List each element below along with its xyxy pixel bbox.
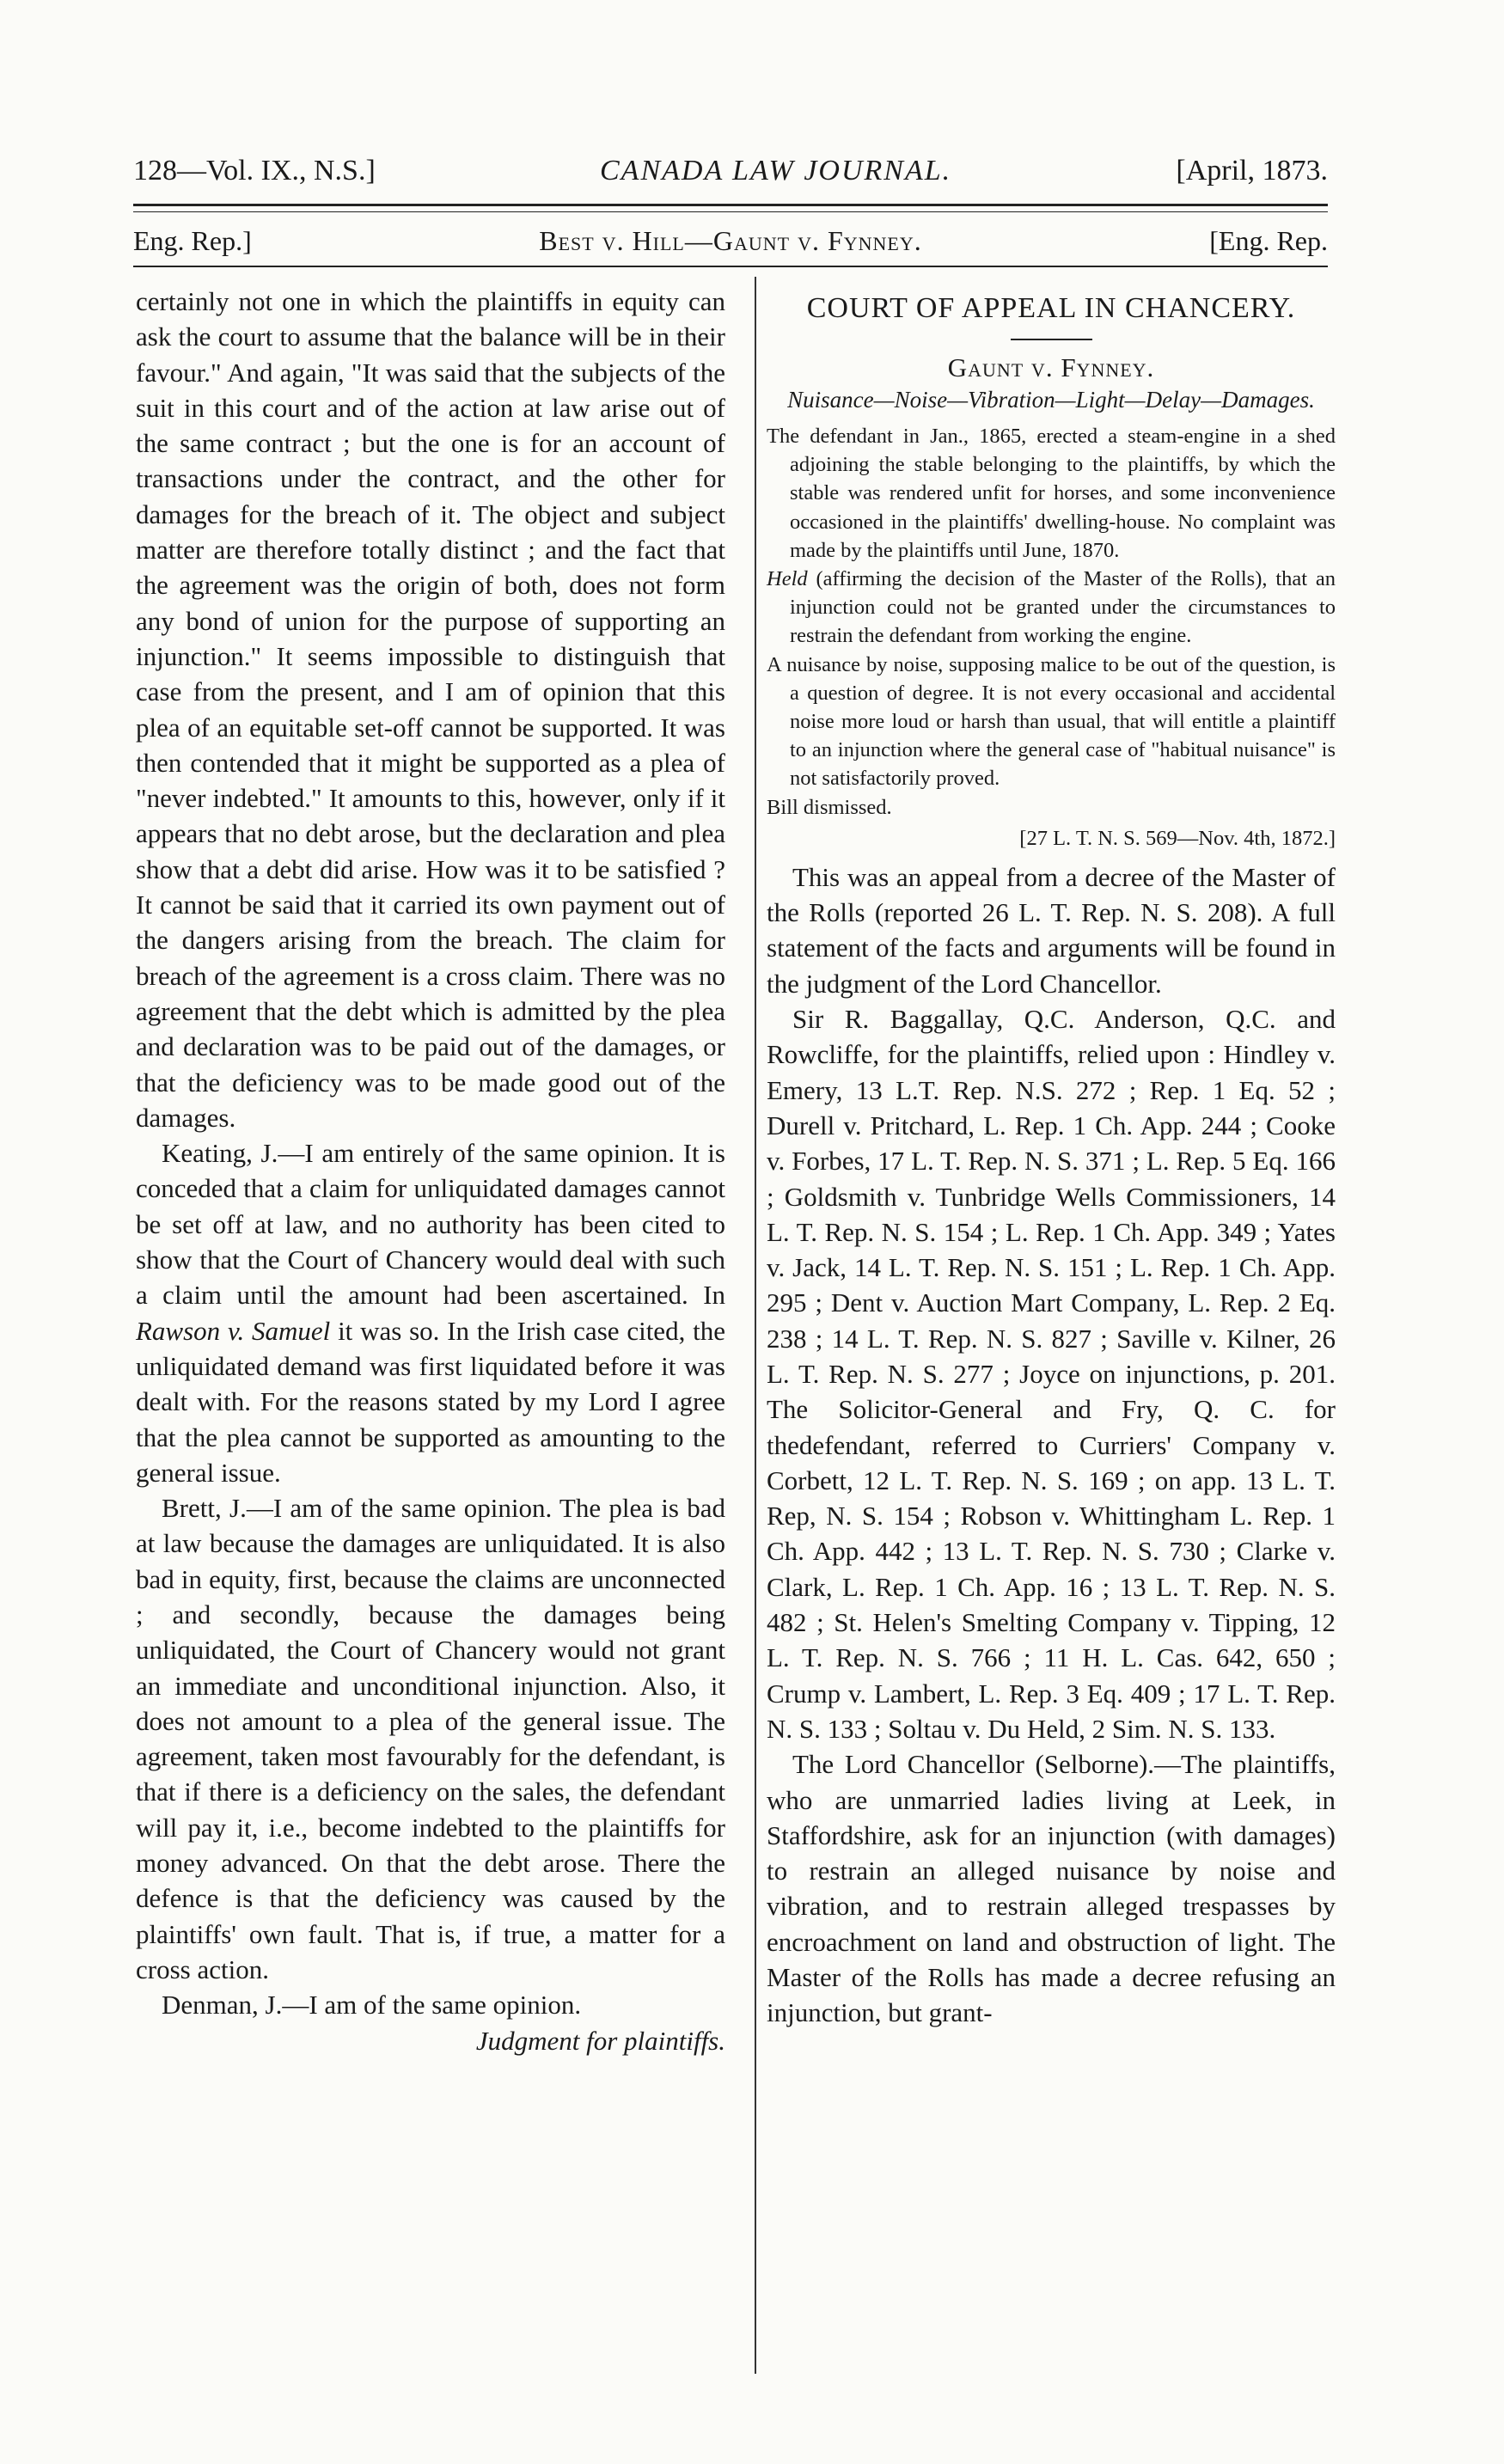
keating-opinion: [136, 1135, 725, 1490]
counsel-paragraph: Sir R. Baggallay, Q.C. Anderson, Q.C. and Rowcliffe, for the plaintiffs, relied upon : Hindley v. Emery, 13 L.T. Rep. N.S. 272 ; Rep. 1 Eq. 52 ; Durell v. Pritchard, L. Rep. 1 Ch. App. 244 ; Cooke v. Forbes, 17 L. T. Rep. N. S. 371 ; L. Rep. 5 Eq. 166 ; Goldsmith v. Tunbridge Wells Commissioners, 14 L. T. Rep. N. S. 154 ; L. Rep. 1 Ch. App. 349 ; Yates v. Jack, 14 L. T. Rep. N. S. 151 ; L. Rep. 1 Ch. App. 295 ; Dent v. Auction Mart Company, L. Rep. 2 Eq. 238 ; 14 L. T. Rep. N. S. 827 ; Saville v. Kilner, 26 L. T. Rep. N. S. 277 ; Joyce on injunctions, p. 201. The Solicitor-General and Fry, Q. C. for thedefendant, referred to Curriers' Company v. Corbett, 12 L. T. Rep. N. S. 169 ; on app. 13 L. T. Rep, N. S. 154 ; Robson v. Whittingham L. Rep. 1 Ch. App. 442 ; 13 L. T. Rep. N. S. 730 ; Clarke v. Clark, L. Rep. 1 Ch. App. 16 ; 13 L. T. Rep. N. S. 482 ; St. Helen's Smelting Company v. Tipping, 12 L. T. Rep. N. S. 766 ; 11 H. L. Cas. 642, 650 ; Crump v. Lambert, L. Rep. 3 Eq. 409 ; 17 L. T. Rep. N. S. 133 ; Soltau v. Du Held, 2 Sim. N. S. 133.: [767, 1004, 1336, 1744]
court-title: COURT OF APPEAL IN CHANCERY.: [806, 292, 1296, 324]
continued-paragraph: certainly not one in which the plaintiffs in equity can ask the court to assume that the balance will be in their favour." And again, "It was said that the subjects of the suit in this court and of the action at law arise out of the same contract ; but the one is for an account of transactions under the contract, and the other for damages for the breach of it. The object and subject matter are therefore totally distinct ; and the fact that the agreement was the origin of both, does not form any bond of union for the purpose of supporting an injunction." It seems impossible to distinguish that case from the present, and I am of opinion that this plea of an equitable set-off cannot be supported. It was then contended that it might be supported as a plea of "never indebted." It amounts to this, however, only if it appears that no debt arose, but the declaration and plea show that a debt did arise. How was it to be satisfied ? It cannot be said that it carried its own payment out of the dangers arising from the breach. The claim for breach of the agreement is a cross claim. There was no agreement that the debt which is admitted by the plea and declaration was to be paid out of the damages, or that the deficiency was to be made good out of the damages.: [136, 286, 725, 1133]
case-title: Gaunt v. Fynney.: [947, 352, 1155, 382]
case-names: Best v. Hill—Gaunt v. Fynney.: [539, 225, 922, 256]
journal-title: CANADA LAW JOURNAL.: [600, 155, 952, 186]
case-header-rule: [133, 266, 1328, 267]
appeal-paragraph: This was an appeal from a decree of the Master of the Rolls (reported 26 L. T. Rep. N. S. 208). A full statement of the facts and arguments will be found in the judgment of the Lord Chancellor.: [767, 861, 1336, 999]
keating-text-b: it was so. In the Irish case cited, the unliquidated demand was first liquidated before it was dealt with. For the reasons stated by my Lord I agree that the plea cannot be supported as amounting to the general issue.: [136, 1315, 725, 1488]
held-label: Held: [767, 567, 808, 591]
right-column: [767, 284, 1336, 2031]
headnote-result: Bill dismissed.: [767, 795, 892, 819]
denman-opinion: Denman, J.—I am of the same opinion.: [162, 1990, 582, 2021]
reporter-left: Eng. Rep.]: [133, 225, 252, 256]
catchwords: Nuisance—Noise—Vibration—Light—Delay—Damages.: [787, 387, 1315, 413]
judgment-result: Judgment for plaintiffs.: [475, 2025, 725, 2056]
headnote-nuisance: A nuisance by noise, supposing malice to be out of the question, is a question of degree. It is not every occasional and accidental noise more loud or harsh than usual, that will entitle a plaintiff to an injunction where the general case of "habitual nuisance" is not satisfactorily proved.: [767, 652, 1336, 791]
headnote-held: [767, 565, 1336, 651]
page-number: 128—Vol. IX., N.S.]: [133, 155, 376, 186]
brett-opinion: Brett, J.—I am of the same opinion. The plea is bad at law because the damages are unliquidated. It is also bad in equity, first, because the claims are unconnected ; and secondly, because the damages being unliquidated, the Court of Chancery would not grant an immediate and unconditional injunction. Also, it does not amount to a plea of the general issue. The agreement, taken most favourably for the defendant, is that if there is a deficiency on the sales, the defendant will pay it, i.e., become indebted to the plaintiffs for money advanced. On that the debt arose. There the defence is that the deficiency was caused by the plaintiffs' own fault. That is, if true, a matter for a cross action.: [136, 1493, 725, 1984]
held-text: (affirming the decision of the Master of the Rolls), that an injunction could not be granted under the circumstances to restrain the defendant from working the engine.: [790, 567, 1336, 648]
running-header: [133, 155, 1328, 187]
reporter-right: [Eng. Rep.: [1209, 225, 1328, 256]
left-column: [136, 284, 725, 2058]
chancellor-paragraph: The Lord Chancellor (Selborne).—The plaintiffs, who are unmarried ladies living at Leek, in Staffordshire, ask for an injunction (with damages) to restrain an alleged nuisance by noise and vibration, and to restrain alleged trespasses by encroachment on land and obstruction of light. The Master of the Rolls has made a decree refusing an injunction, but grant-: [767, 1749, 1336, 2028]
header-rule-thick: [133, 204, 1328, 206]
keating-text-a: Keating, J.—I am entirely of the same opinion. It is conceded that a claim for unliquidated damages cannot be set off at law, and no authority has been cited to show that the Court of Chancery would deal with such a claim until the amount had been ascertained. In: [136, 1138, 725, 1311]
keating-case-name: Rawson v. Samuel: [136, 1315, 331, 1346]
header-rule-thin: [133, 211, 1328, 212]
title-rule: [1011, 339, 1092, 340]
issue-date: [April, 1873.: [1176, 155, 1328, 186]
column-divider: [755, 277, 756, 2374]
case-header: [133, 225, 1328, 257]
headnote-facts: The defendant in Jan., 1865, erected a steam-engine in a shed adjoining the stable belonging to the plaintiffs, by which the stable was rendered unfit for horses, and some inconvenience occasioned in the plaintiffs' dwelling-house. No complaint was made by the plaintiffs until June, 1870.: [767, 425, 1336, 562]
report-citation: [27 L. T. N. S. 569—Nov. 4th, 1872.]: [1019, 826, 1336, 850]
